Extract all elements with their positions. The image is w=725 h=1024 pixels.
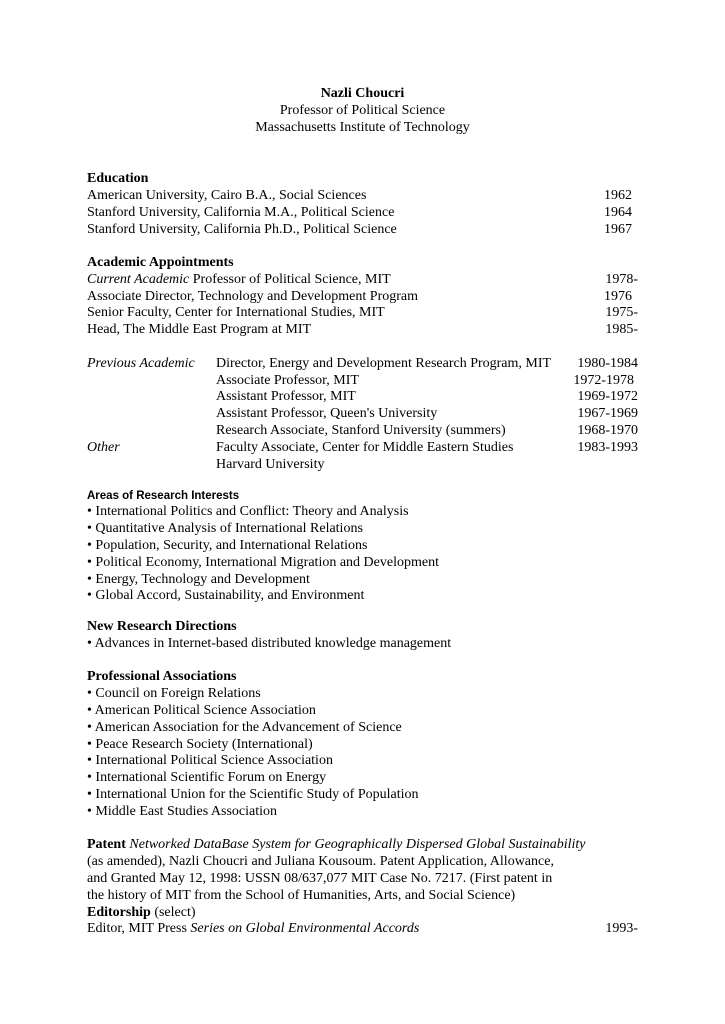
appointment-text: Senior Faculty, Center for International Studies, MIT [87, 305, 385, 320]
appointment-year: 1968-1970 [577, 423, 638, 438]
editorship-prefix: Editor, MIT Press [87, 921, 191, 936]
education-item: American University, Cairo B.A., Social Sciences [87, 188, 367, 203]
previous-academic-label: Previous Academic [87, 356, 195, 371]
other-label: Other [87, 440, 120, 455]
appointment-year: 1969-1972 [577, 389, 638, 404]
cv-title: Professor of Political Science [279, 103, 446, 118]
association-item: • International Political Science Association [87, 753, 333, 768]
association-item: • Middle East Studies Association [87, 804, 278, 819]
appointment-year: 1972-1978 [573, 373, 634, 388]
appointment-year: 1967-1969 [577, 406, 638, 421]
association-item: • Council on Foreign Relations [87, 686, 261, 701]
appointment-year: 1980-1984 [577, 356, 638, 371]
appointment-year: 1983-1993 [577, 440, 638, 455]
research-item: • Political Economy, International Migration and Development [87, 555, 439, 570]
research-item: • Global Accord, Sustainability, and Environment [87, 588, 365, 603]
directions-item: • Advances in Internet-based distributed knowledge management [87, 636, 452, 651]
research-heading: Areas of Research Interests [87, 490, 240, 502]
association-item: • International Union for the Scientific Study of Population [87, 787, 419, 802]
appointment-text: Assistant Professor, Queen's University [216, 406, 438, 421]
education-year: 1967 [604, 222, 632, 237]
editorship-heading: Editorship [87, 905, 151, 920]
appointment-text: Associate Director, Technology and Development Program [87, 289, 418, 304]
patent-line: the history of MIT from the School of Humanities, Arts, and Social Science) [87, 888, 516, 903]
education-year: 1962 [604, 188, 632, 203]
patent-heading: Patent [87, 837, 126, 852]
patent-line: (as amended), Nazli Choucri and Juliana Kousoum. Patent Application, Allowance, [87, 854, 554, 869]
appointment-current-row [87, 272, 391, 288]
editorship-item [87, 921, 419, 937]
editorship-note: (select) [150, 905, 196, 920]
education-year: 1964 [604, 205, 632, 220]
patent-title: Networked DataBase System for Geographically Dispersed Global Sustainability [129, 837, 586, 852]
associations-heading: Professional Associations [87, 669, 237, 684]
patent-title-row [87, 837, 586, 853]
association-item: • International Scientific Forum on Energy [87, 770, 327, 785]
research-item: • Quantitative Analysis of International Relations [87, 521, 363, 536]
patent-line: and Granted May 12, 1998: USSN 08/637,077 MIT Case No. 7217. (First patent in [87, 871, 553, 886]
editorship-series: Series on Global Environmental Accords [190, 921, 420, 936]
appointment-year: 1975- [605, 305, 638, 320]
appointment-text: Faculty Associate, Center for Middle Eastern Studies [216, 440, 514, 455]
appointment-text: Associate Professor, MIT [216, 373, 359, 388]
research-item: • Population, Security, and International Relations [87, 538, 368, 553]
association-item: • American Political Science Association [87, 703, 316, 718]
education-item: Stanford University, California Ph.D., Political Science [87, 222, 397, 237]
research-item: • Energy, Technology and Development [87, 572, 310, 587]
education-item: Stanford University, California M.A., Political Science [87, 205, 395, 220]
appointment-year: 1976 [604, 289, 632, 304]
appointment-text: Head, The Middle East Program at MIT [87, 322, 312, 337]
appointments-heading: Academic Appointments [87, 255, 234, 270]
research-item: • International Politics and Conflict: Theory and Analysis [87, 504, 409, 519]
appointment-text: Harvard University [216, 457, 325, 472]
association-item: • Peace Research Society (International) [87, 737, 313, 752]
cv-name: Nazli Choucri [320, 86, 405, 101]
appointment-text: Professor of Political Science, MIT [192, 272, 391, 287]
editorship-heading-row [87, 905, 196, 921]
cv-institution: Massachusetts Institute of Technology [255, 120, 470, 135]
appointment-text: Director, Energy and Development Research Program, MIT [216, 356, 552, 371]
directions-heading: New Research Directions [87, 619, 237, 634]
current-academic-label: Current Academic [87, 272, 190, 287]
appointment-year: 1985- [605, 322, 638, 337]
appointment-text: Assistant Professor, MIT [216, 389, 356, 404]
editorship-year: 1993- [605, 921, 638, 936]
association-item: • American Association for the Advancement of Science [87, 720, 402, 735]
appointment-year: 1978- [605, 272, 638, 287]
appointment-text: Research Associate, Stanford University (summers) [216, 423, 506, 438]
education-heading: Education [87, 171, 149, 186]
